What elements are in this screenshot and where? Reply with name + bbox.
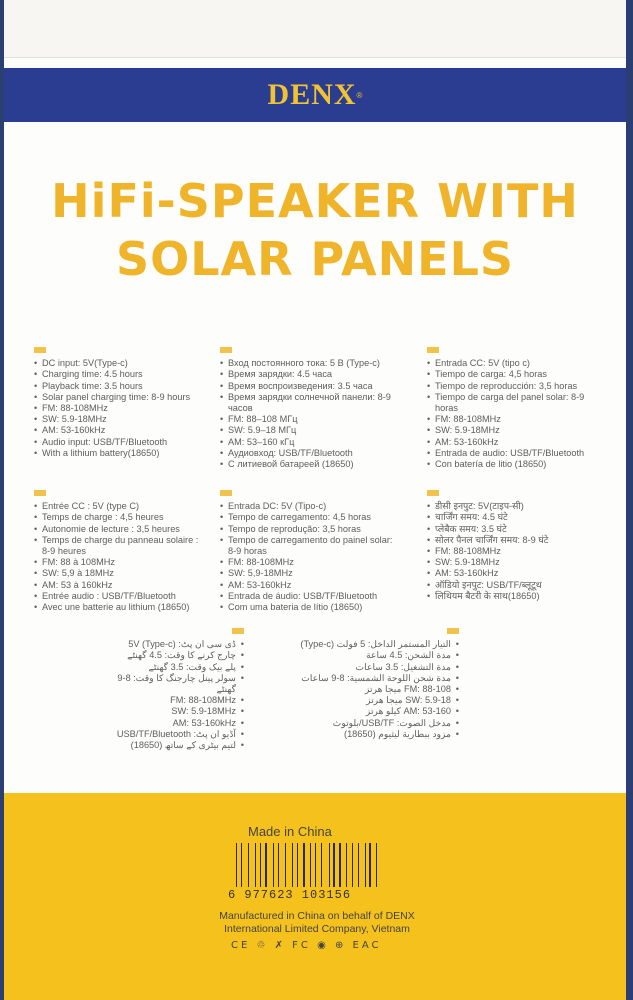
- spec-line: • مدخل الصوت: USB/TF/بلوتوث: [284, 718, 459, 729]
- manufacturer-line-1: Manufactured in China on behalf of DENX: [219, 910, 415, 922]
- spec-line: • Аудиовход: USB/TF/Bluetooth: [220, 448, 410, 459]
- spec-line: • پلے بیک وقت: 3.5 گھنٹے: [104, 662, 244, 673]
- manufacturer-note: [4, 910, 626, 936]
- spec-line: • مدة شحن اللوحة الشمسية: 8-9 ساعات: [284, 673, 459, 684]
- spec-line: • डीसी इनपुट: 5V(टाइप-सी): [427, 501, 612, 512]
- spec-line: • مزود ببطارية ليثيوم (18650): [284, 729, 459, 740]
- spec-line: часов: [228, 403, 253, 414]
- spec-line: • ڈی سی ان پٹ: 5V (Type-c): [104, 639, 244, 650]
- spec-line: • مدة التشغيل: 3.5 ساعات: [284, 662, 459, 673]
- language-tag-en: [34, 347, 46, 353]
- spec-line: • AM: 53-160kHz: [427, 437, 612, 448]
- certification-icons: CE ♲ ✗ FC ◉ ⊕ EAC: [231, 940, 382, 951]
- spec-line: • Tiempo de reproducción: 3,5 horas: [427, 381, 612, 392]
- spec-line: • Temps de charge du panneau solaire :: [34, 535, 214, 546]
- spec-line: • Avec une batterie au lithium (18650): [34, 602, 214, 613]
- spec-line: • Tempo de carregamento: 4,5 horas: [220, 512, 410, 523]
- language-tag-ur: [232, 628, 244, 634]
- spec-line: • लिथियम बैटरी के साथ(18650): [427, 591, 612, 602]
- spec-line: • DC input: 5V(Type-c): [34, 358, 214, 369]
- spec-line: • ऑडियो इनपुट: USB/TF/ब्लूटूथ: [427, 580, 612, 591]
- spec-line: • Autonomie de lecture : 3,5 heures: [34, 524, 214, 535]
- spec-line: • Время зарядки: 4.5 часа: [220, 369, 410, 380]
- spec-line: • FM: 88-108MHz: [427, 546, 612, 557]
- spec-line: • SW: 5.9-18MHz: [104, 706, 244, 717]
- spec-line: horas: [435, 403, 458, 414]
- right-edge-shadow: [626, 0, 633, 1000]
- language-tag-fr: [34, 490, 46, 496]
- barcode: [236, 843, 384, 887]
- spec-block-hi: [427, 490, 612, 602]
- spec-block-ar: [284, 628, 459, 740]
- spec-line: • FM: 88-108MHz: [104, 695, 244, 706]
- spec-line: • Con batería de litio (18650): [427, 459, 612, 470]
- spec-line: • Entrée audio : USB/TF/Bluetooth: [34, 591, 214, 602]
- spec-line: • Entrada DC: 5V (Tipo-c): [220, 501, 410, 512]
- title-line-2: SOLAR PANELS: [115, 232, 515, 286]
- spec-line: • Время зарядки солнечной панели: 8-9: [220, 392, 410, 403]
- spec-line: • Entrada CC: 5V (tipo c): [427, 358, 612, 369]
- spec-line: • Charging time: 4.5 hours: [34, 369, 214, 380]
- spec-line: • AM: 53-160kHz: [220, 580, 410, 591]
- spec-line: • مدة الشحن: 4.5 ساعة: [284, 650, 459, 661]
- language-tag-hi: [427, 490, 439, 496]
- spec-line: • Вход постоянного тока: 5 В (Type-c): [220, 358, 410, 369]
- product-title: [4, 172, 626, 288]
- spec-line: 8-9 heures: [42, 546, 86, 557]
- spec-line: • AM: 53-160 كيلو هرتز: [284, 706, 459, 717]
- spec-line: • Playback time: 3.5 hours: [34, 381, 214, 392]
- spec-line: • Solar panel charging time: 8-9 hours: [34, 392, 214, 403]
- barcode-number: 6 977623 103156: [228, 888, 352, 902]
- spec-line: • Audio input: USB/TF/Bluetooth: [34, 437, 214, 448]
- spec-line: • Время воспроизведения: 3.5 часа: [220, 381, 410, 392]
- spec-block-ur: [104, 628, 244, 751]
- spec-line: • Com uma bateria de lítio (18650): [220, 602, 410, 613]
- spec-line: • SW: 5.9–18 МГц: [220, 425, 410, 436]
- spec-line: • SW: 5,9-18MHz: [220, 568, 410, 579]
- spec-line: • AM: 53 à 160kHz: [34, 580, 214, 591]
- spec-line: • चार्जिंग समय: 4.5 घंटे: [427, 512, 612, 523]
- brand-band: [4, 68, 626, 122]
- spec-line: • FM: 88-108MHz: [34, 403, 214, 414]
- top-strip: [4, 0, 626, 58]
- language-tag-es: [427, 347, 439, 353]
- spec-line: • SW: 5.9-18MHz: [427, 557, 612, 568]
- spec-block-ru: [220, 347, 410, 470]
- spec-line: • Entrée CC : 5V (type C): [34, 501, 214, 512]
- manufacturer-line-2: International Limited Company, Vietnam: [224, 923, 410, 935]
- spec-line: • چارج کرنے کا وقت: 4.5 گھنٹے: [104, 650, 244, 661]
- spec-line: • Temps de charge : 4,5 heures: [34, 512, 214, 523]
- spec-line: • AM: 53-160kHz: [34, 425, 214, 436]
- spec-line: • Entrada de áudio: USB/TF/Bluetooth: [220, 591, 410, 602]
- spec-line: • FM: 88-108MHz: [427, 414, 612, 425]
- spec-block-en: [34, 347, 214, 459]
- spec-line: • SW: 5.9-18MHz: [34, 414, 214, 425]
- spec-line: • آڈیو ان پٹ: USB/TF/Bluetooth: [104, 729, 244, 740]
- spec-line: • SW: 5.9-18MHz: [427, 425, 612, 436]
- spec-line: • AM: 53-160kHz: [427, 568, 612, 579]
- language-tag-ar: [447, 628, 459, 634]
- spec-block-es: [427, 347, 612, 470]
- spec-line: • Tiempo de carga del panel solar: 8-9: [427, 392, 612, 403]
- spec-line: • FM: 88-108MHz: [220, 557, 410, 568]
- language-tag-pt: [220, 490, 232, 496]
- spec-line: • With a lithium battery(18650): [34, 448, 214, 459]
- spec-line: • FM: 88-108 ميجا هرتز: [284, 684, 459, 695]
- spec-line: • Tempo de carregamento do painel solar:: [220, 535, 410, 546]
- spec-line: • Entrada de audio: USB/TF/Bluetooth: [427, 448, 612, 459]
- spec-line: • SW: 5.9-18 ميجا هرتز: [284, 695, 459, 706]
- spec-line: • SW: 5,9 à 18MHz: [34, 568, 214, 579]
- spec-block-fr: [34, 490, 214, 613]
- spec-line: • AM: 53-160kHz: [104, 718, 244, 729]
- spec-line: • FM: 88–108 МГц: [220, 414, 410, 425]
- brand-logo: DENX: [267, 78, 357, 111]
- spec-line: • Tiempo de carga: 4,5 horas: [427, 369, 612, 380]
- spec-line: • С литиевой батареей (18650): [220, 459, 410, 470]
- registered-mark: ®: [356, 90, 363, 100]
- spec-block-pt: [220, 490, 410, 613]
- spec-line: 8-9 horas: [228, 546, 267, 557]
- spec-line: • سولر پینل چارجنگ کا وقت: 8-9 گھنٹے: [104, 673, 244, 695]
- language-tag-ru: [220, 347, 232, 353]
- packaging-card: [4, 0, 626, 1000]
- spec-line: • सोलर पैनल चार्जिंग समय: 8-9 घंटे: [427, 535, 612, 546]
- spec-line: • FM: 88 à 108MHz: [34, 557, 214, 568]
- spec-line: • Tempo de reprodução: 3,5 horas: [220, 524, 410, 535]
- spec-line: • التيار المستمر الداخل: 5 فولت (Type-c): [284, 639, 459, 650]
- spec-line: • प्लेबैक समय: 3.5 घंटे: [427, 524, 612, 535]
- title-line-1: HiFi-SPEAKER WITH: [51, 174, 579, 228]
- spec-line: • AM: 53–160 кГц: [220, 437, 410, 448]
- spec-line: • لتیم بیٹری کے ساتھ (18650): [104, 740, 244, 751]
- made-in-label: Made in China: [248, 824, 332, 839]
